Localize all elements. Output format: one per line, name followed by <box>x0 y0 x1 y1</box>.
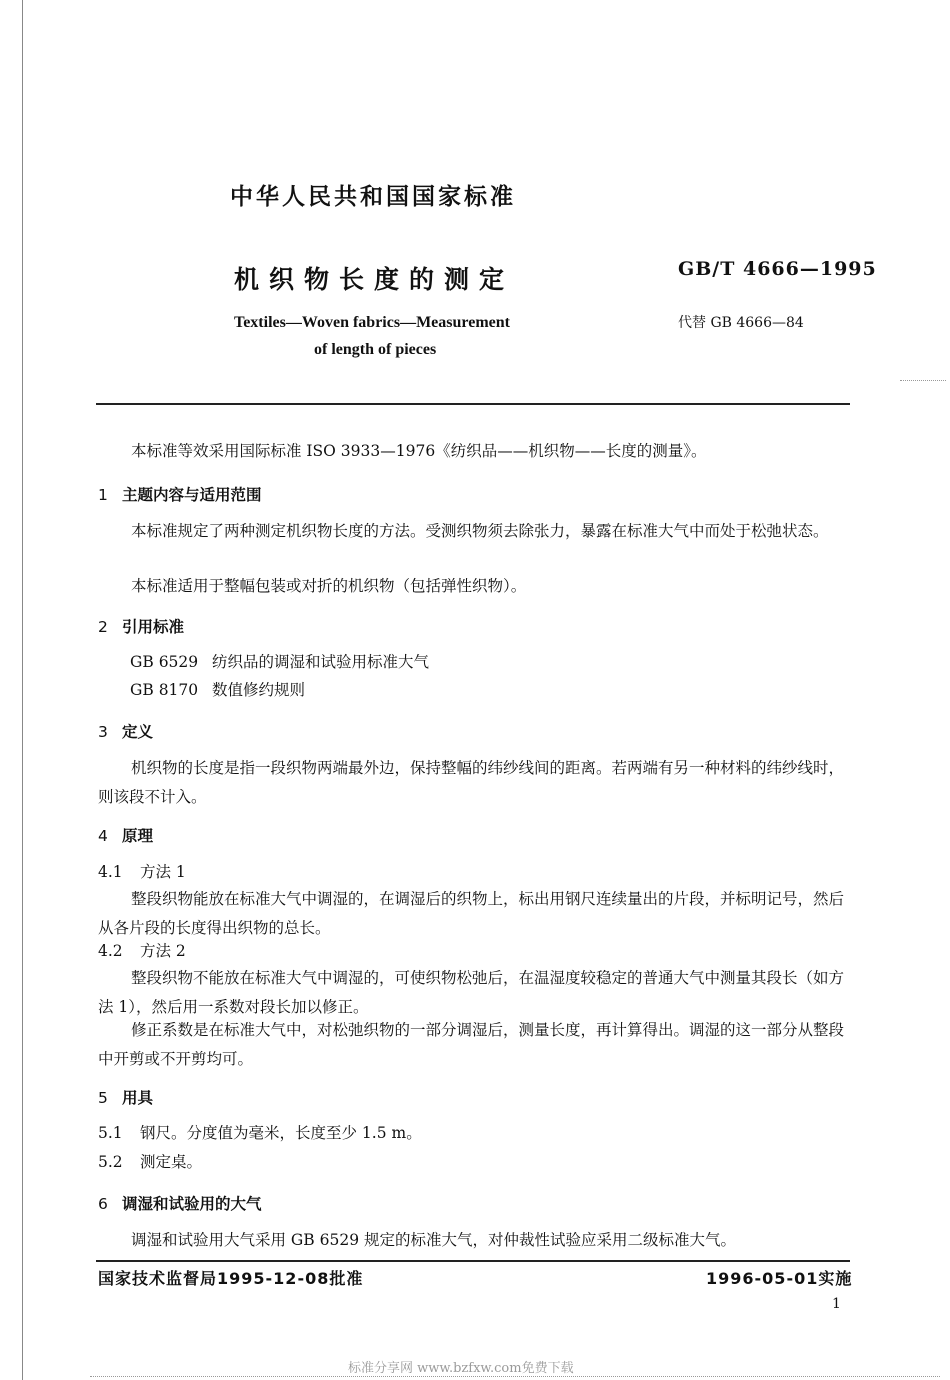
item-5-2-text: 测定桌。 <box>140 1153 203 1171</box>
section-1-paragraph-1: 本标准规定了两种测定机织物长度的方法。受测织物须去除张力，暴露在标准大气中而处于松弛状态。 <box>131 522 829 540</box>
section-4-title: 原理 <box>122 827 154 845</box>
section-3-paragraph: 机织物的长度是指一段织物两端最外边，保持整幅的纬纱线间的距离。若两端有另一种材料的纬纱线时，则该段不计入。 <box>98 759 845 806</box>
reference-row <box>130 648 429 677</box>
section-4-number: 4 <box>98 827 108 845</box>
scan-artifact <box>900 380 946 381</box>
document-title-cn: 机织物长度的测定 <box>234 265 515 294</box>
section-6-paragraph: 调湿和试验用大气采用 GB 6529 规定的标准大气，对仲裁性试验应采用二级标准大气。 <box>131 1231 737 1249</box>
section-1-heading <box>98 483 262 505</box>
subsection-4-1-number: 4.1 <box>98 863 123 881</box>
footer-divider <box>96 1260 850 1262</box>
section-5-heading <box>98 1086 153 1108</box>
item-5-1-number: 5.1 <box>98 1124 123 1142</box>
subsection-4-2-title: 方法 2 <box>140 942 186 960</box>
section-1-number: 1 <box>98 486 108 504</box>
section-6-number: 6 <box>98 1195 108 1213</box>
scan-edge-line <box>22 0 23 1380</box>
section-3-heading <box>98 720 153 742</box>
subsection-4-2-heading <box>98 939 186 961</box>
reference-name: 数值修约规则 <box>212 681 306 699</box>
item-5-2 <box>98 1150 202 1172</box>
scan-artifact <box>90 1376 940 1377</box>
reference-name: 纺织品的调湿和试验用标准大气 <box>212 653 430 671</box>
subsection-4-1-title: 方法 1 <box>140 863 186 881</box>
replaces-standard: 代替 GB 4666—84 <box>678 315 804 331</box>
section-5-title: 用具 <box>122 1089 154 1107</box>
standard-code: GB/T 4666—1995 <box>678 258 877 280</box>
item-5-1-text: 钢尺。分度值为毫米，长度至少 1.5 m。 <box>140 1124 422 1142</box>
section-3-number: 3 <box>98 723 108 741</box>
subsection-4-2-paragraph-2: 修正系数是在标准大气中，对松弛织物的一部分调湿后，测量长度，再计算得出。调湿的这一部分从整段中开剪或不开剪均可。 <box>98 1021 845 1068</box>
section-6-title: 调湿和试验用的大气 <box>122 1195 262 1213</box>
reference-code: GB 6529 <box>130 653 199 671</box>
page-number: 1 <box>832 1296 841 1312</box>
national-standard-label: 中华人民共和国国家标准 <box>230 184 516 210</box>
section-1-title: 主题内容与适用范围 <box>122 486 262 504</box>
document-title-en-line2: of length of pieces <box>314 341 437 358</box>
item-5-2-number: 5.2 <box>98 1153 123 1171</box>
effective-date: 1996-05-01实施 <box>706 1269 853 1288</box>
subsection-4-2-number: 4.2 <box>98 942 123 960</box>
section-2-number: 2 <box>98 618 108 636</box>
intro-paragraph: 本标准等效采用国际标准 ISO 3933—1976《纺织品——机织物——长度的测量》。 <box>131 442 707 460</box>
section-1-paragraph-2: 本标准适用于整幅包装或对折的机织物（包括弹性织物）。 <box>131 577 527 595</box>
approval-date: 国家技术监督局1995-12-08批准 <box>98 1269 364 1288</box>
section-3-title: 定义 <box>122 723 154 741</box>
item-5-1 <box>98 1121 422 1143</box>
subsection-4-2-paragraph-1: 整段织物不能放在标准大气中调湿的，可使织物松弛后，在温湿度较稳定的普通大气中测量其段长（如方法 1），然后用一系数对段长加以修正。 <box>98 969 845 1016</box>
section-6-heading <box>98 1192 262 1214</box>
section-4-heading <box>98 824 153 846</box>
subsection-4-1-paragraph: 整段织物能放在标准大气中调湿的，在调湿后的织物上，标出用钢尺连续量出的片段，并标明记号，然后从各片段的长度得出织物的总长。 <box>98 890 845 937</box>
subsection-4-1-heading <box>98 860 186 882</box>
site-watermark: 标准分享网 www.bzfxw.com免费下载 <box>348 1361 574 1376</box>
section-5-number: 5 <box>98 1089 108 1107</box>
reference-row <box>130 676 305 705</box>
section-2-title: 引用标准 <box>122 618 185 636</box>
document-title-en-line1: Textiles—Woven fabrics—Measurement <box>234 314 510 331</box>
reference-code: GB 8170 <box>130 681 199 699</box>
section-2-heading <box>98 615 184 637</box>
header-divider <box>96 403 850 405</box>
